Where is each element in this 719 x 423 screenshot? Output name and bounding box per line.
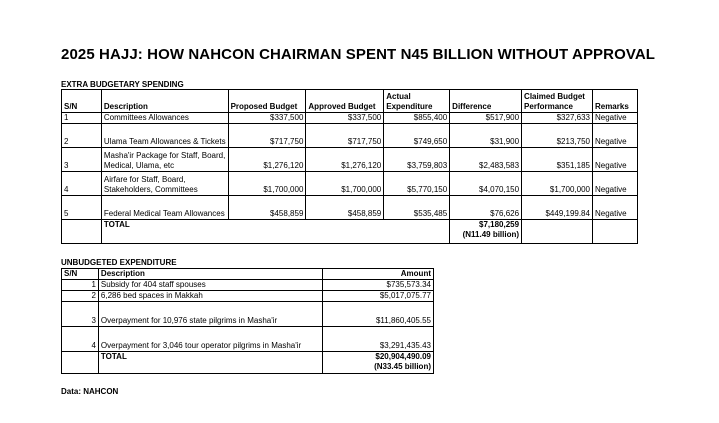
table-row — [62, 124, 638, 148]
table-row — [62, 148, 638, 172]
cell-claimed: $351,185 — [522, 148, 593, 172]
cell-description: Ulama Team Allowances & Tickets — [101, 124, 228, 148]
cell-actual: $3,759,803 — [384, 148, 450, 172]
cell-approved: $1,276,120 — [306, 148, 384, 172]
col-header-sn: S/N — [62, 90, 102, 113]
col-header-claimed: Claimed Budget Performance — [522, 90, 593, 113]
page-title: 2025 HAJJ: HOW NAHCON CHAIRMAN SPENT N45 BILLION WITHOUT APPROVAL — [61, 46, 656, 63]
cell-difference: $2,483,583 — [450, 148, 522, 172]
cell-proposed: $337,500 — [228, 113, 306, 124]
total-naira: (N11.49 billion) — [462, 230, 520, 239]
cell-amount: $735,573.34 — [323, 280, 434, 291]
total-row — [62, 352, 434, 374]
cell-description: Committees Allowances — [101, 113, 228, 124]
cell-sn: 1 — [62, 280, 99, 291]
total-naira: (N33.45 billion) — [374, 362, 431, 371]
col-header-amount: Amount — [323, 269, 434, 280]
cell-proposed: $1,700,000 — [228, 172, 306, 196]
cell-difference: $517,900 — [450, 113, 522, 124]
cell-claimed: $1,700,000 — [522, 172, 593, 196]
cell-actual: $855,400 — [384, 113, 450, 124]
cell-actual: $5,770,150 — [384, 172, 450, 196]
col-header-difference: Difference — [450, 90, 522, 113]
cell-proposed: $1,276,120 — [228, 148, 306, 172]
cell-proposed: $717,750 — [228, 124, 306, 148]
extra-budgetary-heading: EXTRA BUDGETARY SPENDING — [61, 80, 184, 89]
total-value-cell — [323, 352, 434, 374]
cell-sn: 2 — [62, 291, 99, 302]
cell-sn: 4 — [62, 327, 99, 352]
col-header-remarks: Remarks — [592, 90, 637, 113]
cell-claimed: $213,750 — [522, 124, 593, 148]
cell-remarks: Negative — [592, 124, 637, 148]
cell-description: 6,286 bed spaces in Makkah — [98, 291, 322, 302]
cell-difference: $76,626 — [450, 196, 522, 220]
table-row — [62, 327, 434, 352]
cell-approved: $337,500 — [306, 113, 384, 124]
table-row — [62, 280, 434, 291]
cell-description: Airfare for Staff, Board, Stakeholders, Committees — [101, 172, 228, 196]
cell-remarks: Negative — [592, 148, 637, 172]
total-value-cell — [450, 220, 522, 244]
total-label: TOTAL — [101, 220, 449, 244]
cell-amount: $3,291,435.43 — [323, 327, 434, 352]
extra-budgetary-table — [61, 89, 638, 244]
cell-sn: 1 — [62, 113, 102, 124]
col-header-description: Description — [98, 269, 322, 280]
cell-description: Overpayment for 10,976 state pilgrims in Masha'ir — [98, 302, 322, 327]
table-row — [62, 291, 434, 302]
total-label: TOTAL — [98, 352, 322, 374]
cell-approved: $717,750 — [306, 124, 384, 148]
unbudgeted-table — [61, 268, 434, 374]
cell-sn: 3 — [62, 148, 102, 172]
data-source: Data: NAHCON — [61, 387, 119, 396]
col-header-sn: S/N — [62, 269, 99, 280]
cell-description: Federal Medical Team Allowances — [101, 196, 228, 220]
table-row — [62, 113, 638, 124]
cell-description: Masha'ir Package for Staff, Board, Medical, Ulama, etc — [101, 148, 228, 172]
cell-sn: 5 — [62, 196, 102, 220]
total-value: $7,180,259 — [479, 220, 520, 229]
total-value: $20,904,490.09 — [375, 352, 431, 361]
cell-actual: $535,485 — [384, 196, 450, 220]
cell-sn: 2 — [62, 124, 102, 148]
cell-remarks: Negative — [592, 172, 637, 196]
table-row — [62, 196, 638, 220]
table-row — [62, 172, 638, 196]
cell-remarks: Negative — [592, 196, 637, 220]
cell-difference: $31,900 — [450, 124, 522, 148]
col-header-actual: Actual Expenditure — [384, 90, 450, 113]
unbudgeted-heading: UNBUDGETED EXPENDITURE — [61, 258, 177, 267]
total-row — [62, 220, 638, 244]
cell-difference: $4,070,150 — [450, 172, 522, 196]
cell-description: Overpayment for 3,046 tour operator pilgrims in Masha'ir — [98, 327, 322, 352]
col-header-approved: Approved Budget — [306, 90, 384, 113]
table-header-row — [62, 90, 638, 113]
cell-sn: 4 — [62, 172, 102, 196]
table-header-row — [62, 269, 434, 280]
col-header-description: Description — [101, 90, 228, 113]
cell-remarks: Negative — [592, 113, 637, 124]
cell-claimed: $449,199.84 — [522, 196, 593, 220]
table-row — [62, 302, 434, 327]
col-header-proposed: Proposed Budget — [228, 90, 306, 113]
cell-description: Subsidy for 404 staff spouses — [98, 280, 322, 291]
cell-sn: 3 — [62, 302, 99, 327]
cell-approved: $458,859 — [306, 196, 384, 220]
cell-approved: $1,700,000 — [306, 172, 384, 196]
cell-proposed: $458,859 — [228, 196, 306, 220]
cell-amount: $11,860,405.55 — [323, 302, 434, 327]
cell-claimed: $327,633 — [522, 113, 593, 124]
cell-amount: $5,017,075.77 — [323, 291, 434, 302]
cell-actual: $749,650 — [384, 124, 450, 148]
